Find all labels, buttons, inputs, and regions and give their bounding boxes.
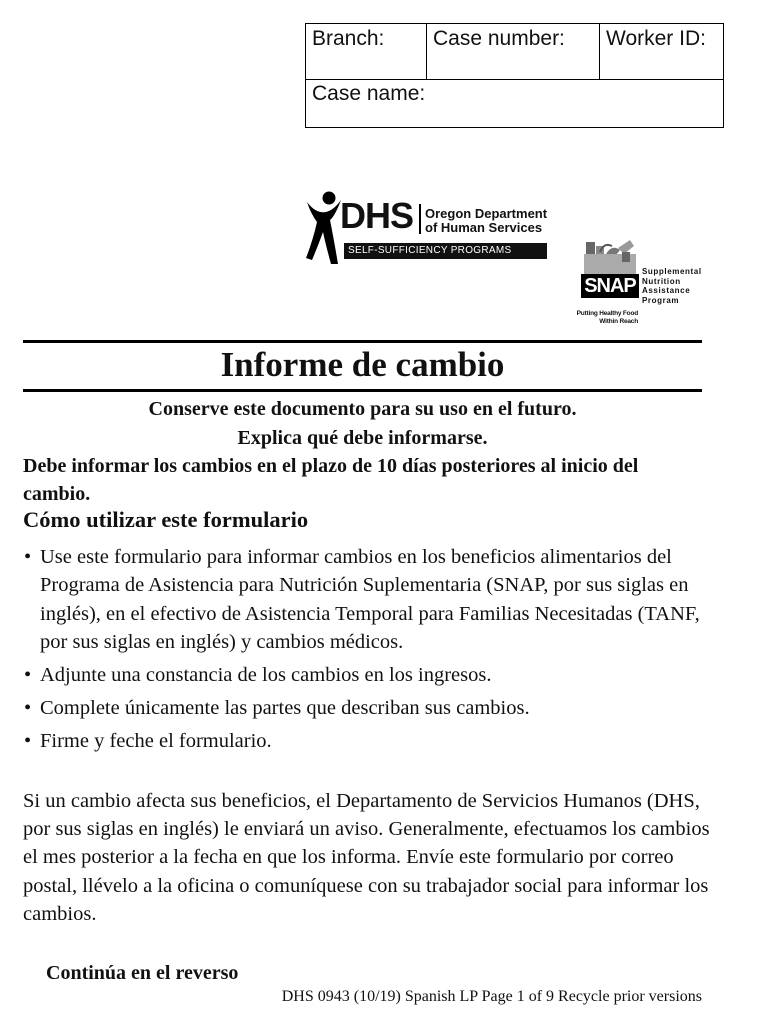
benefits-paragraph: Si un cambio afecta sus beneficios, el Departamento de Servicios Humanos (DHS, por sus siglas en inglés) le enviará un aviso. Generalmente, efectuamos los cambios el mes posterior a la fecha en que los informa. Envíe este formulario por correo postal, llévelo a la oficina o comuníquese con su trabajador social para informar los cambios. (23, 790, 710, 925)
dhs-org-line-2: of Human Services (425, 220, 543, 235)
dhs-org-line-1: Oregon Department (425, 206, 548, 221)
form-footer: DHS 0943 (10/19) Spanish LP Page 1 of 9 Recycle prior versions (281, 988, 702, 1005)
snap-tagline-line-1: Putting Healthy Food (576, 310, 638, 317)
list-item: • Firme y feche el formulario. (23, 727, 713, 755)
snap-desc-line: Nutrition (642, 276, 681, 286)
branch-label: Branch: (312, 27, 385, 50)
dhs-person-icon (304, 190, 344, 265)
worker-id-field[interactable] (600, 24, 723, 79)
case-info-box (305, 23, 724, 128)
list-item: • Complete únicamente las partes que describan sus cambios. (23, 694, 713, 722)
dhs-org-name (425, 207, 547, 235)
snap-tagline (570, 310, 638, 326)
reporting-deadline-notice: Debe informar los cambios en el plazo de 10 días posteriores al inicio del cambio. (23, 455, 639, 505)
dhs-logo (304, 190, 549, 265)
snap-desc-line: Program (642, 295, 680, 305)
continues-on-back: Continúa en el reverso (46, 962, 239, 984)
case-number-label: Case number: (433, 27, 565, 50)
branch-field[interactable] (306, 24, 427, 79)
subtitle-line-2: Explica qué debe informarse. (237, 427, 488, 449)
snap-desc-line: Assistance (642, 286, 691, 295)
case-name-label: Case name: (312, 82, 426, 105)
dhs-program-bar: SELF-SUFFICIENCY PROGRAMS (344, 243, 547, 259)
title-rule-bottom (23, 389, 702, 392)
snap-program-name (642, 267, 702, 305)
dhs-divider (419, 204, 421, 234)
worker-id-label: Worker ID: (606, 27, 706, 50)
list-item: • Adjunte una constancia de los cambios en los ingresos. (23, 661, 713, 689)
dhs-letters: DHS (340, 195, 414, 236)
list-item: • Use este formulario para informar cambios en los beneficios alimentarios del Programa de Asistencia para Nutrición Suplementaria (SNAP, por sus siglas en inglés), en el efectivo de Asistencia Temporal para Familias Necesitadas (TANF, por sus siglas en inglés) y cambios médicos. (23, 543, 713, 656)
instructions-list (23, 543, 713, 759)
subtitle-line-1: Conserve este documento para su uso en el futuro. (148, 398, 577, 420)
snap-logo (570, 233, 710, 333)
snap-tagline-line-2: Within Reach (599, 318, 638, 325)
case-name-field[interactable] (306, 79, 723, 127)
snap-word: SNAP (581, 274, 639, 298)
how-to-heading: Cómo utilizar este formulario (23, 507, 309, 532)
snap-desc-line: Supplemental (642, 267, 702, 276)
page-title: Informe de cambio (220, 345, 505, 384)
case-number-field[interactable] (427, 24, 600, 79)
case-info-row-1 (306, 24, 723, 80)
